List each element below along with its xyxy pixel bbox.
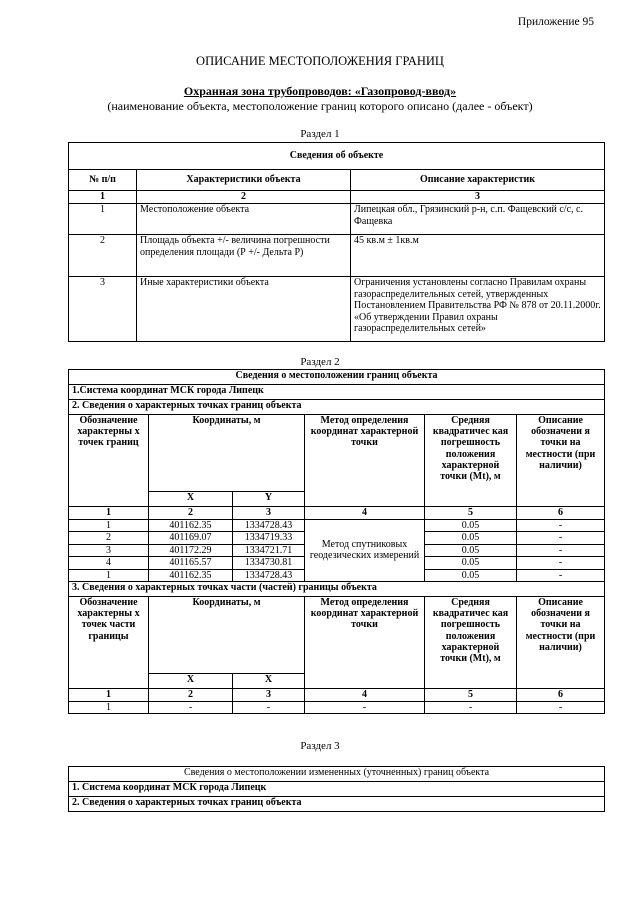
header-row-number: № п/п: [69, 170, 137, 191]
table-row: [69, 204, 605, 235]
part-point-y: -: [233, 701, 305, 714]
part-point-method: -: [305, 701, 425, 714]
point-error: 0.05: [425, 519, 517, 532]
characteristic: Площадь объекта +/- величина погрешности определения площади (Р +/- Дельта Р): [137, 235, 351, 277]
point-x: 401162.35: [149, 519, 233, 532]
point-y: 1334730.81: [233, 557, 305, 570]
row-number: 2: [69, 235, 137, 277]
header-x: X: [149, 492, 233, 507]
part-point-id: 1: [69, 701, 149, 714]
column-number: 3: [233, 507, 305, 520]
point-error: 0.05: [425, 532, 517, 545]
point-error: 0.05: [425, 544, 517, 557]
table-row: [69, 235, 605, 277]
boundary-points-heading: 2. Сведения о характерных точках границ объекта: [69, 400, 605, 415]
column-number: 5: [425, 689, 517, 702]
point-id: 1: [69, 519, 149, 532]
characteristic-value: Липецкая обл., Грязинский р-н, с.п. Фащевский с/с, с. Фащевка: [351, 204, 605, 235]
header-description: Описание характеристик: [351, 170, 605, 191]
method-value: Метод спутниковых геодезических измерений: [305, 519, 425, 582]
point-description: -: [517, 569, 605, 582]
point-x: 401172.29: [149, 544, 233, 557]
changed-coordinate-system: 1. Система координат МСК города Липецк: [69, 782, 605, 797]
point-y: 1334728.43: [233, 569, 305, 582]
part-point-x: -: [149, 701, 233, 714]
point-description: -: [517, 532, 605, 545]
appendix-number: Приложение 95: [517, 16, 594, 28]
header-part-coordinates: Координаты, м: [149, 597, 305, 674]
changed-boundaries-table: [68, 766, 605, 812]
row-number: 3: [69, 277, 137, 342]
column-number: 2: [149, 689, 233, 702]
document-title: ОПИСАНИЕ МЕСТОПОЛОЖЕНИЯ ГРАНИЦ: [196, 54, 444, 68]
object-name-caption: (наименование объекта, местоположение границ которого описано (далее - объект): [107, 99, 533, 113]
boundary-points-table: [68, 369, 605, 714]
section-2-label: Раздел 2: [300, 356, 340, 368]
header-characteristics: Характеристики объекта: [137, 170, 351, 191]
column-number: 3: [233, 689, 305, 702]
changed-boundaries-title: Сведения о местоположении измененных (уточненных) границ объекта: [69, 767, 605, 782]
header-part-method: Метод определения координат характерной точки: [305, 597, 425, 689]
part-point-description: -: [517, 701, 605, 714]
point-id: 3: [69, 544, 149, 557]
characteristic: Иные характеристики объекта: [137, 277, 351, 342]
coordinate-system: 1.Система координат МСК города Липецк: [69, 385, 605, 400]
characteristic-value: Ограничения установлены согласно Правилам охраны газораспределительных сетей, утвержденных Постановлением Правительства РФ № 878 от 20.11.2000г. «Об утверждении Правил охраны газораспределительных сетей»: [351, 277, 605, 342]
header-coordinates: Координаты, м: [149, 415, 305, 492]
point-description: -: [517, 557, 605, 570]
column-number: 6: [517, 507, 605, 520]
column-number: 6: [517, 689, 605, 702]
header-error: Средняя квадратичес кая погрешность положения характерной точки (Мt), м: [425, 415, 517, 507]
point-y: 1334719.33: [233, 532, 305, 545]
header-part-y: X: [233, 674, 305, 689]
section-1-label: Раздел 1: [300, 128, 340, 140]
characteristic-value: 45 кв.м ± 1кв.м: [351, 235, 605, 277]
object-info-table: [68, 142, 605, 342]
column-number: 5: [425, 507, 517, 520]
characteristic: Местоположение объекта: [137, 204, 351, 235]
point-id: 2: [69, 532, 149, 545]
point-id: 1: [69, 569, 149, 582]
header-part-description: Описание обозначени я точки на местности (при наличии): [517, 597, 605, 689]
part-points-heading: 3. Сведения о характерных точках части (частей) границы объекта: [69, 582, 605, 597]
column-number: 1: [69, 507, 149, 520]
part-point-error: -: [425, 701, 517, 714]
point-x: 401169.07: [149, 532, 233, 545]
column-number: 4: [305, 689, 425, 702]
point-y: 1334721.71: [233, 544, 305, 557]
row-number: 1: [69, 204, 137, 235]
header-point-description: Описание обозначени я точки на местности (при наличии): [517, 415, 605, 507]
header-point: Обозначение характерны х точек границ: [69, 415, 149, 507]
point-x: 401162.35: [149, 569, 233, 582]
header-part-error: Средняя квадратичес кая погрешность положения характерной точки (Мt), м: [425, 597, 517, 689]
point-y: 1334728.43: [233, 519, 305, 532]
point-description: -: [517, 519, 605, 532]
column-number: 1: [69, 689, 149, 702]
point-error: 0.05: [425, 569, 517, 582]
header-part-x: X: [149, 674, 233, 689]
header-method: Метод определения координат характерной точки: [305, 415, 425, 507]
object-name: Охранная зона трубопроводов: «Газопровод-ввод»: [183, 84, 457, 98]
header-part-point: Обозначение характерны х точек части границы: [69, 597, 149, 689]
boundary-title: Сведения о местоположении границ объекта: [69, 370, 605, 385]
section-3-label: Раздел 3: [300, 740, 340, 752]
table-row: [69, 277, 605, 342]
table-row: [69, 519, 605, 532]
column-number: 2: [137, 191, 351, 204]
point-x: 401165.57: [149, 557, 233, 570]
column-number: 3: [351, 191, 605, 204]
column-number: 4: [305, 507, 425, 520]
header-y: Y: [233, 492, 305, 507]
changed-points-heading: 2. Сведения о характерных точках границ объекта: [69, 797, 605, 812]
point-id: 4: [69, 557, 149, 570]
column-number: 1: [69, 191, 137, 204]
column-number: 2: [149, 507, 233, 520]
point-error: 0.05: [425, 557, 517, 570]
point-description: -: [517, 544, 605, 557]
object-info-title: Сведения об объекте: [69, 143, 605, 170]
table-row: [69, 701, 605, 714]
